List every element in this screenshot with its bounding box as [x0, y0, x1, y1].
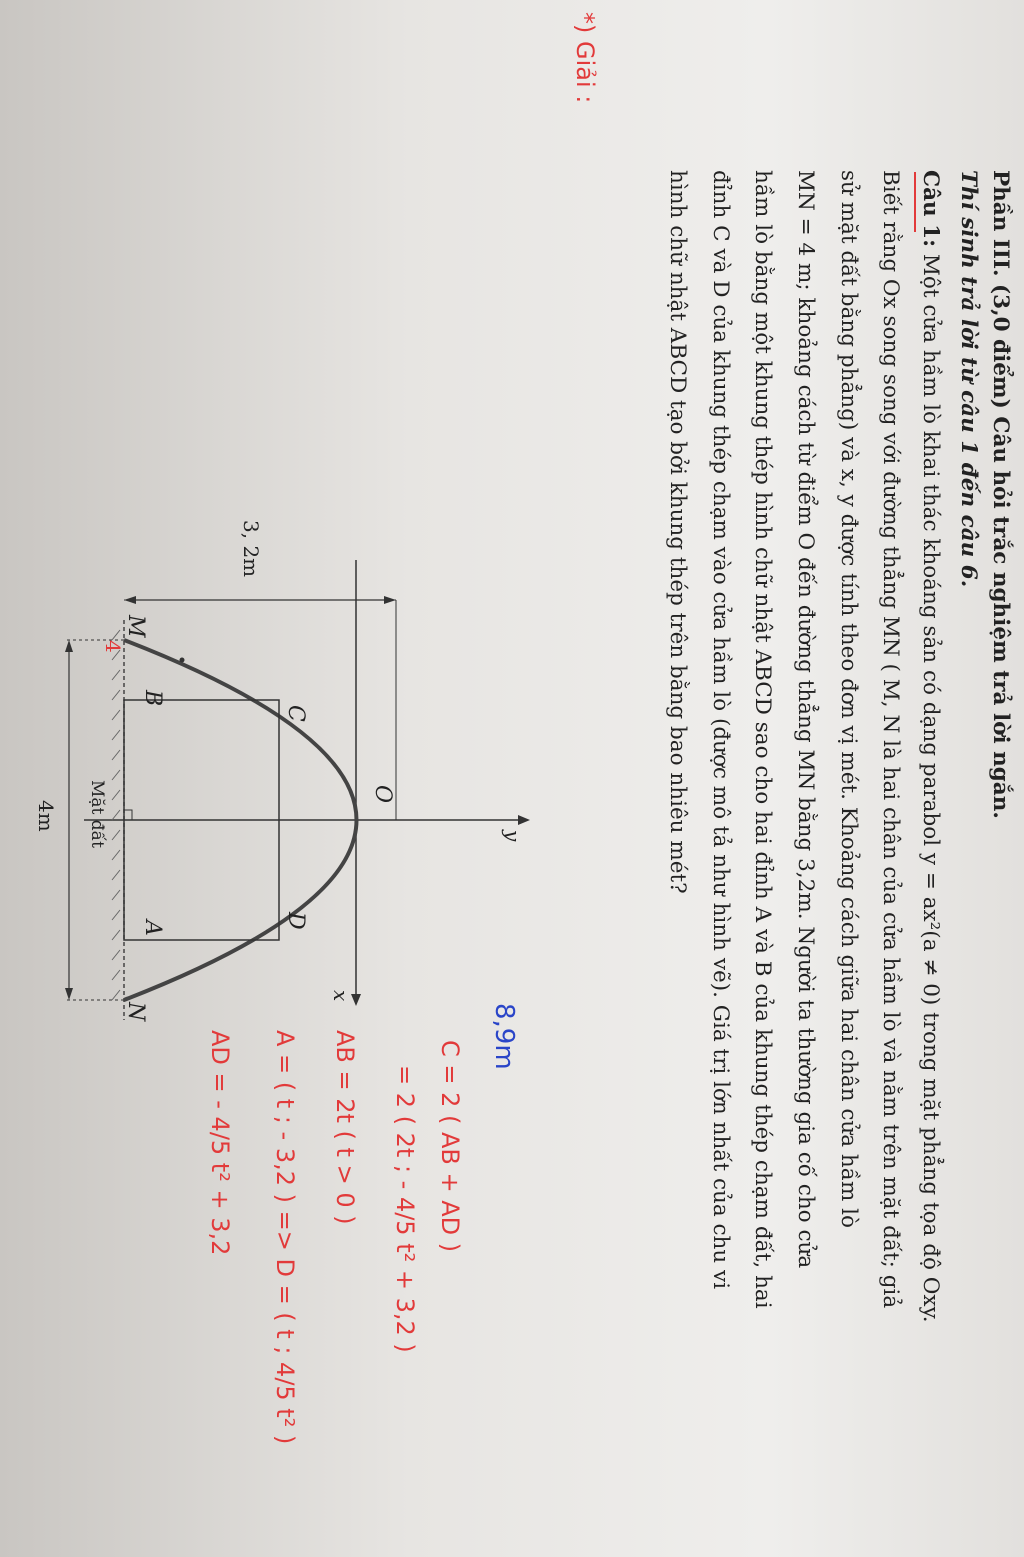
height-arrow-bottom [124, 596, 136, 604]
point-dot [180, 658, 185, 663]
work-line-4: A = ( t ; - 3,2 ) => D = ( t ; 4/5 t² ) [271, 1030, 299, 1445]
question-line-7: hình chữ nhật ABCD tạo bởi khung thép trên bằng bao nhiêu mét? [665, 170, 690, 894]
width-arrow-right [65, 988, 73, 1000]
label-d: D [283, 912, 308, 930]
question-line-3: sử mặt đất bằng phẳng) và x, y được tính theo đơn vị mét. Khoảng cách giữa hai chân cửa hầm lò [836, 170, 861, 1228]
width-label: 4m [34, 800, 58, 832]
height-label: 3, 2m [239, 520, 263, 578]
solution-label: *) Giải : [571, 12, 599, 104]
handwritten-answer: 8,9m [489, 1003, 519, 1070]
question-label: Câu 1: [918, 170, 943, 248]
red-underline [914, 172, 916, 232]
height-arrow-top [384, 596, 396, 604]
work-line-1: C = 2 ( AB + AD ) [436, 1040, 464, 1253]
label-m: M [123, 615, 148, 638]
ground-label: Mặt đất [87, 780, 107, 848]
work-line-5: AD = - 4/5 t² + 3,2 [206, 1030, 234, 1256]
work-line-2: = 2 ( 2t ; - 4/5 t² + 3,2 ) [391, 1065, 419, 1353]
ground-hatch [112, 630, 120, 1000]
label-x: x [329, 990, 353, 1002]
work-line-3: AB = 2t ( t > 0 ) [331, 1030, 359, 1225]
part-title: Phần III. (3,0 điểm) Câu hỏi trắc nghiệm trả lời ngắn. [988, 170, 1013, 819]
question-line-4: MN = 4 m; khoảng cách từ điểm O đến đường thẳng MN bằng 3,2m. Người ta thường gia cố cho cửa [793, 170, 818, 1269]
label-a: A [140, 920, 165, 936]
y-axis-arrow [518, 815, 530, 825]
red-mark: 4 [101, 640, 125, 653]
label-o: O [370, 785, 395, 804]
label-n: N [123, 1002, 148, 1022]
label-y: y [501, 830, 525, 842]
question-line-5: hầm lò bằng một khung thép hình chữ nhật ABCD sao cho hai đỉnh A và B của khung thép chạm đất, hai [750, 170, 775, 1309]
question-line-6: đỉnh C và D của khung thép chạm vào cửa hầm lò (được mô tả như hình vẽ). Giá trị lớn nhất của chu vi [708, 170, 733, 1290]
question-line-2: Biết rằng Ox song song với đường thẳng MN ( M, N là hai chân của cửa hầm lò và nằm trên mặt đất; giả [878, 170, 903, 1309]
width-arrow-left [65, 640, 73, 652]
label-c: C [283, 705, 308, 722]
label-b: B [140, 690, 165, 707]
right-angle-mark [124, 810, 132, 820]
instruction: Thí sinh trả lời từ câu 1 đến câu 6. [956, 170, 981, 588]
question-text-1: Một cửa hầm lò khai thác khoáng sản có dạng parabol y = ax²(a ≠ 0) trong mặt phẳng tọa độ Oxy. [918, 253, 943, 1323]
